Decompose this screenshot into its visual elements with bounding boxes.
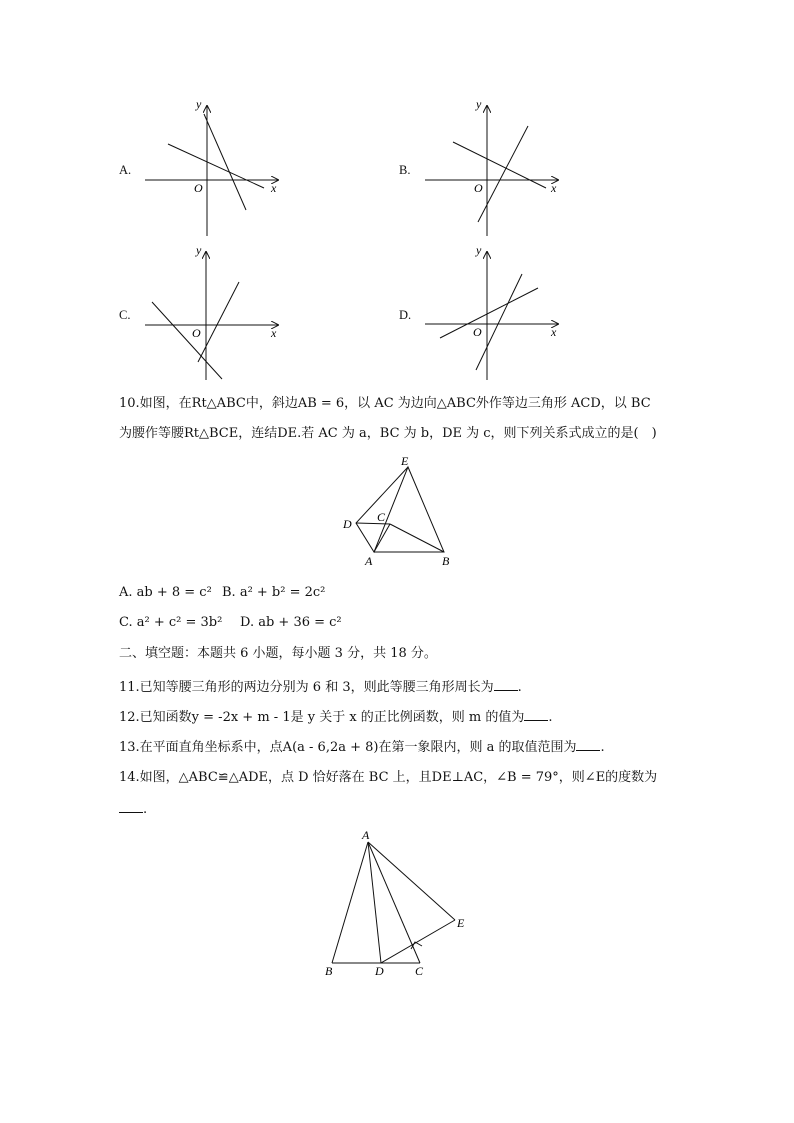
q14-end: . <box>143 802 148 817</box>
q10-line-2: 为腰作等腰Rt△BCE，连结DE.若 AC 为 a，BC 为 b，DE 为 c，则下列关系式成立的是( ) <box>119 426 657 441</box>
q12-blank <box>524 708 548 721</box>
q11-blank <box>494 678 518 691</box>
option-c-label: C. <box>119 308 131 322</box>
line-1 <box>152 302 222 379</box>
graph-a <box>140 96 290 241</box>
x-axis-label: x <box>551 181 557 195</box>
point-b-label: B <box>325 964 333 978</box>
point-c-label: C <box>377 510 386 524</box>
y-axis-label: y <box>196 97 202 111</box>
x-axis-label: x <box>271 326 277 340</box>
y-axis-label: y <box>476 243 482 257</box>
q13 <box>119 738 605 756</box>
point-d-label: D <box>343 517 352 531</box>
q11-text: 11.已知等腰三角形的两边分别为 6 和 3，则此等腰三角形周长为 <box>119 680 494 695</box>
q11 <box>119 678 522 696</box>
q13-blank <box>576 738 600 751</box>
q10-figure <box>336 452 466 572</box>
line-2 <box>204 114 246 210</box>
q14-line-2 <box>119 800 147 818</box>
point-a-label: A <box>362 828 370 842</box>
x-axis-label: x <box>271 181 277 195</box>
q14-line-1: 14.如图，△ABC≌△ADE，点 D 恰好落在 BC 上，且DE⊥AC，∠B = 79°，则∠E的度数为 <box>119 770 658 785</box>
graph-d <box>420 242 570 387</box>
point-e-label: E <box>457 916 465 930</box>
option-b-label: B. <box>399 163 411 177</box>
origin-label: O <box>194 181 203 195</box>
q10-option-a: A. ab + 8 = c² <box>119 585 212 600</box>
option-a-label: A. <box>119 163 132 177</box>
graph-b <box>420 96 570 241</box>
option-d-label: D. <box>399 308 412 322</box>
origin-label: O <box>474 181 483 195</box>
q14-figure <box>318 828 478 980</box>
y-axis-label: y <box>476 97 482 111</box>
q10-option-d: D. ab + 36 = c² <box>240 615 342 630</box>
q12-end: . <box>548 710 553 725</box>
x-axis-label: x <box>551 325 557 339</box>
point-b-label: B <box>442 554 450 568</box>
origin-label: O <box>473 325 482 339</box>
point-d-label: D <box>375 964 384 978</box>
q10-line-1: 10.如图，在Rt△ABC中，斜边AB = 6，以 AC 为边向△ABC外作等边三角形 ACD，以 BC <box>119 396 651 411</box>
q12-text: 12.已知函数y = -2x + m - 1是 y 关于 x 的正比例函数，则 m 的值为 <box>119 710 525 725</box>
graph-c <box>140 242 290 387</box>
section-2-heading: 二、填空题：本题共 6 小题，每小题 3 分，共 18 分。 <box>119 646 437 661</box>
line-2 <box>478 126 528 222</box>
point-e-label: E <box>401 454 409 468</box>
line-1 <box>168 144 264 188</box>
q11-end: . <box>517 680 522 695</box>
line-2 <box>198 282 239 362</box>
q13-text: 13.在平面直角坐标系中，点A(a - 6,2a + 8)在第一象限内，则 a 的取值范围为 <box>119 740 577 755</box>
y-axis-label: y <box>196 243 202 257</box>
q12 <box>119 708 553 726</box>
q10-option-c: C. a² + c² = 3b² <box>119 615 223 630</box>
origin-label: O <box>192 326 201 340</box>
q10-option-b: B. a² + b² = 2c² <box>222 585 326 600</box>
point-c-label: C <box>415 964 424 978</box>
q13-end: . <box>600 740 605 755</box>
point-a-label: A <box>365 554 373 568</box>
line-2 <box>476 274 522 370</box>
line-1 <box>440 288 538 338</box>
q14-blank <box>119 800 143 813</box>
